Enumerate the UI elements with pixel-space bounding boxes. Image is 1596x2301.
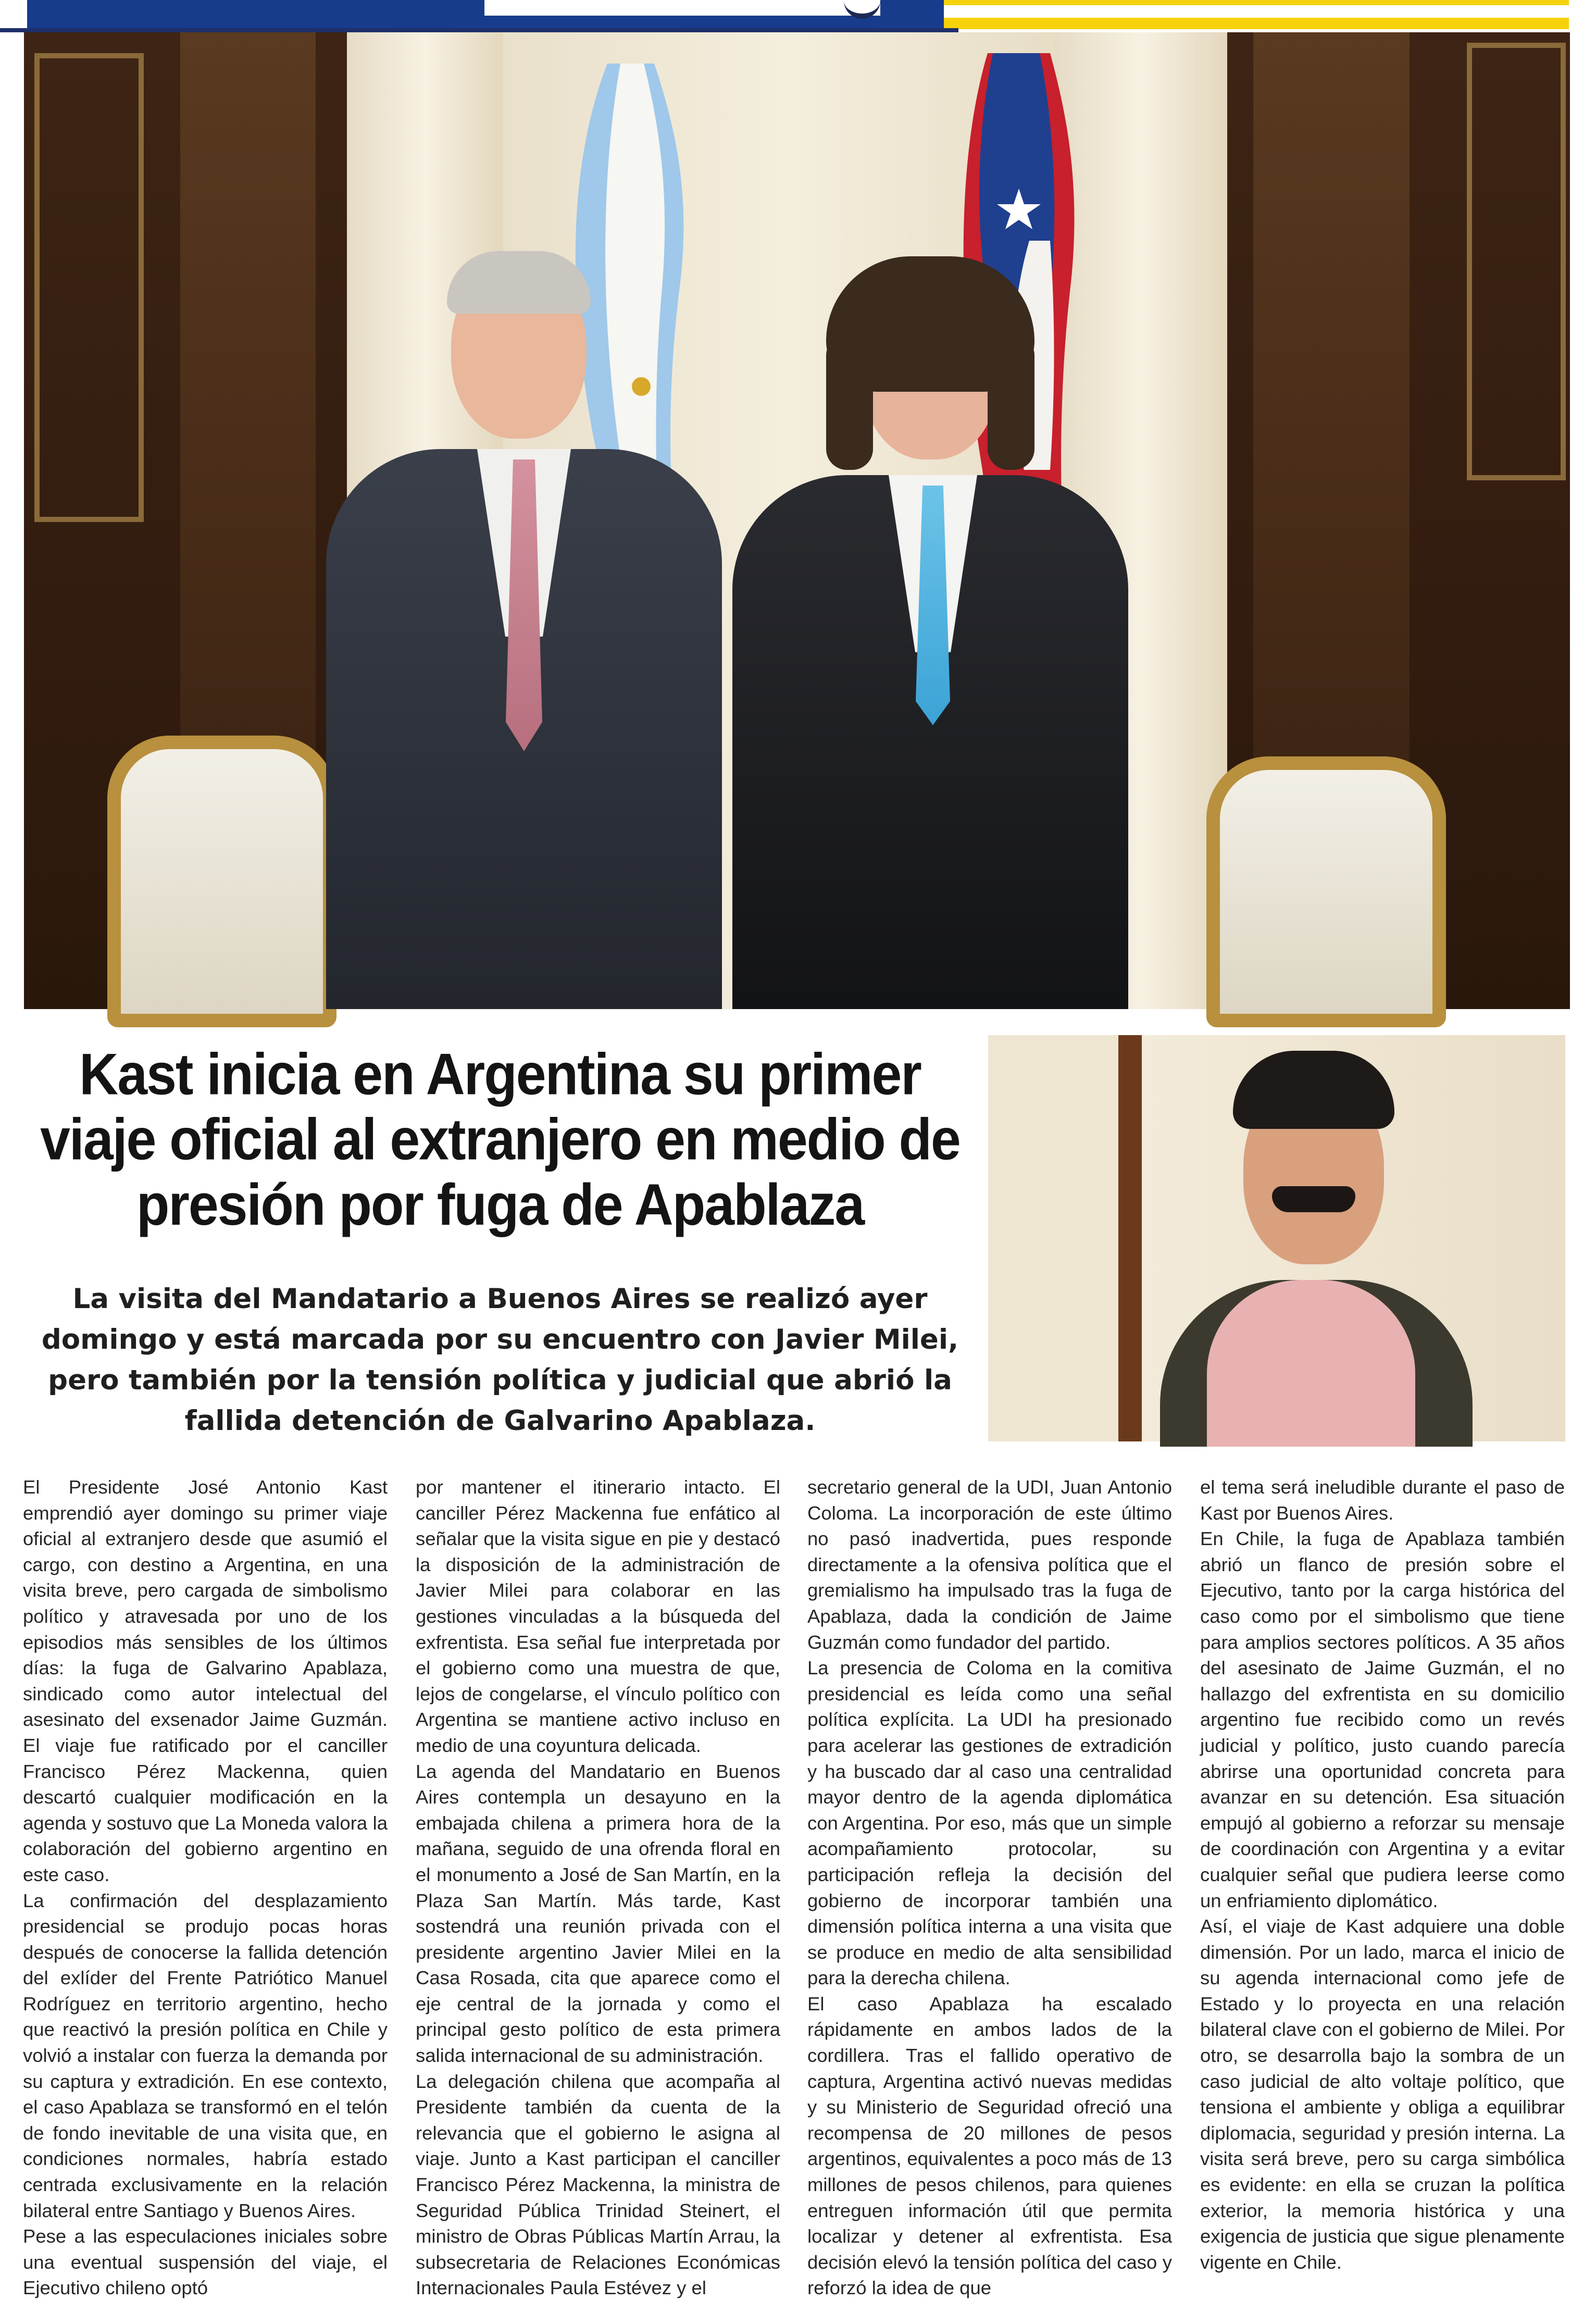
sideburn-left-right-person [826, 334, 873, 470]
carved-pillar-left [180, 32, 316, 788]
column-1-paragraph: Pese a las especulaciones iniciales sobre una eventual suspensión del viaje, el Ejecutivo chileno optó [23, 2225, 388, 2299]
masthead-navy-rule [0, 28, 958, 32]
article-column-2 [416, 1474, 780, 2299]
person-left [326, 241, 722, 1009]
inset-wall-left [988, 1035, 1124, 1441]
hair-left [447, 251, 591, 314]
column-2-paragraph: La agenda del Mandatario en Buenos Aires contempla un desayuno en la embajada chilena a primera hora de la mañana, seguido de una ofrenda floral en el monumento a José de San Martín, en la Plaza San Martín. Más tarde, Kast sostendrá una reunión privada con el presidente argentino Javier Milei en la Casa Rosada, cita que aparece como el eje central de la jornada y como el principal gesto político de esta primera salida internacional de su administración. [416, 1760, 780, 2067]
chair-right [1206, 756, 1446, 1027]
panel-frame-right [1467, 43, 1566, 480]
inset-mustache [1272, 1186, 1355, 1212]
column-2-paragraph: La delegación chilena que acompaña al Presidente también da cuenta de la relevancia que el gobierno le asigna al viaje. Junto a Kast participan el canciller Francisco Pérez Mackenna, la ministra de Seguridad Pública Trinidad Steinert, el ministro de Obras Públicas Martín Arrau, la subsecretaria de Relaciones Económicas Internacionales Paula Estévez y el [416, 2070, 780, 2299]
sideburn-right-right-person [988, 334, 1034, 470]
article-column-3 [807, 1474, 1172, 2299]
masthead-white-band [484, 0, 880, 16]
column-2-paragraph: por mantener el itinerario intacto. El canciller Pérez Mackenna fue enfático al señalar que la visita sigue en pie y destacó la disposición de la administración de Javier Milei para colaborar en las gestiones vinculadas a la búsqueda del exfrentista. Esa señal fue interpretada por el gobierno como una muestra de que, lejos de congelarse, el vínculo político con Argentina se mantiene activo incluso en medio de una coyuntura delicada. [416, 1476, 780, 1756]
column-3-paragraph: secretario general de la UDI, Juan Antonio Coloma. La incorporación de este último no pasó inadvertida, pues responde directamente a la ofensiva política que el gremialismo ha impulsado tras la fuga de Apablaza, dada la condición de Jaime Guzmán como fundador del partido. [807, 1476, 1172, 1653]
article-deck: La visita del Mandatario a Buenos Aires se realizó ayer domingo y está marcada por su encuentro con Javier Milei, pero también por la tensión política y judicial que abrió la fallida detención de Galvarino Apablaza. [41, 1283, 959, 1437]
inset-portrait [988, 1035, 1565, 1441]
masthead-yellow-band [944, 18, 1569, 29]
article-headline: Kast inicia en Argentina su primer viaje oficial al extranjero en medio de presión por fuga de Apablaza [40, 1042, 960, 1238]
inset-door-frame [1118, 1035, 1142, 1441]
panel-frame-left [34, 53, 144, 522]
column-1-paragraph: La confirmación del desplazamiento presidencial se produjo pocas horas después de conocerse la fallida detención del exlíder del Frente Patriótico Manuel Rodríguez en territorio argentino, hecho que reactivó la presión política en Chile y volvió a instalar con fuerza la demanda por su captura y extradición. En ese contexto, el caso Apablaza se transformó en el telón de fondo inevitable de una visita que, en condiciones normales, habría estado centrada exclusivamente en la relación bilateral entre Santiago y Buenos Aires. [23, 1889, 388, 2221]
chair-left [107, 736, 336, 1027]
column-4-paragraph: En Chile, la fuga de Apablaza también abrió un flanco de presión sobre el Ejecutivo, tanto por la carga histórica del caso como por el simbolismo que tiene para amplios sectores políticos. A 35 años del asesinato de Jaime Guzmán, el no hallazgo del exfrentista en su domicilio argentino fue recibido como un revés judicial y político, justo cuando parecía abrirse una oportunidad concreta para avanzar en su detención. Esa situación empujó al gobierno a reforzar su mensaje de coordinación con Argentina y a evitar cualquier señal que pudiera leerse como un enfriamiento diplomático. [1200, 1528, 1565, 1911]
column-3-paragraph: La presencia de Coloma en la comitiva presidencial es leída como una señal política explícita. La UDI ha presionado para acelerar las gestiones de extradición y ha buscado dar al caso una centralidad mayor dentro de la agenda diplomática con Argentina. Por eso, más que un simple acompañamiento protocolar, su participación refleja la decisión del gobierno de incorporar también una dimensión política interna a una visita que se produce en medio de alta sensibilidad para la derecha chilena. [807, 1657, 1172, 1989]
column-4-paragraph: Así, el viaje de Kast adquiere una doble dimensión. Por un lado, marca el inicio de su agenda internacional como jefe de Estado y lo proyecta en una relación bilateral clave con el gobierno de Milei. Por otro, se desarrolla bajo la sombra de un caso judicial de alto voltaje político, que tensiona el ambiente y obliga a equilibrar diplomacia, seguridad y presión interna. La visita será breve, pero su carga simbólica es evidente: en ella se cruzan la política exterior, la memoria histórica y una exigencia de justicia que sigue plenamente vigente en Chile. [1200, 1916, 1565, 2273]
masthead-strip [0, 0, 1596, 32]
column-3-paragraph: El caso Apablaza ha escalado rápidamente en ambos lados de la cordillera. Tras el fallido operativo de captura, Argentina activó nuevas medidas y su Ministerio de Seguridad ofreció una recompensa de 20 millones de pesos argentinos, equivalentes a poco más de 13 millones de pesos chilenos, para quienes entreguen información útil que permita localizar y detener al exfrentista. Esa decisión elevó la tensión política del caso y reforzó la idea de que [807, 1993, 1172, 2299]
inset-shirt [1207, 1280, 1415, 1447]
main-photo [24, 32, 1570, 1009]
masthead-yellow-line [944, 0, 1569, 5]
article-column-4 [1200, 1474, 1565, 2273]
article-column-1 [23, 1474, 388, 2299]
carved-pillar-right [1253, 32, 1410, 788]
person-right [722, 256, 1139, 1009]
column-1-paragraph: El Presidente José Antonio Kast emprendió ayer domingo su primer viaje oficial al extranjero desde que asumió el cargo, con destino a Argentina, en una visita breve, pero cargada de simbolismo político y atravesada por uno de los episodios más sensibles de los últimos días: la fuga de Galvarino Apablaza, sindicado como autor intelectual del asesinato del exsenador Jaime Guzmán. El viaje fue ratificado por el canciller Francisco Pérez Mackenna, quien descartó cualquier modificación en la agenda y sostuvo que La Moneda valora la colaboración del gobierno argentino en este caso. [23, 1476, 388, 1885]
column-4-paragraph: el tema será ineludible durante el paso de Kast por Buenos Aires. [1200, 1476, 1565, 1524]
